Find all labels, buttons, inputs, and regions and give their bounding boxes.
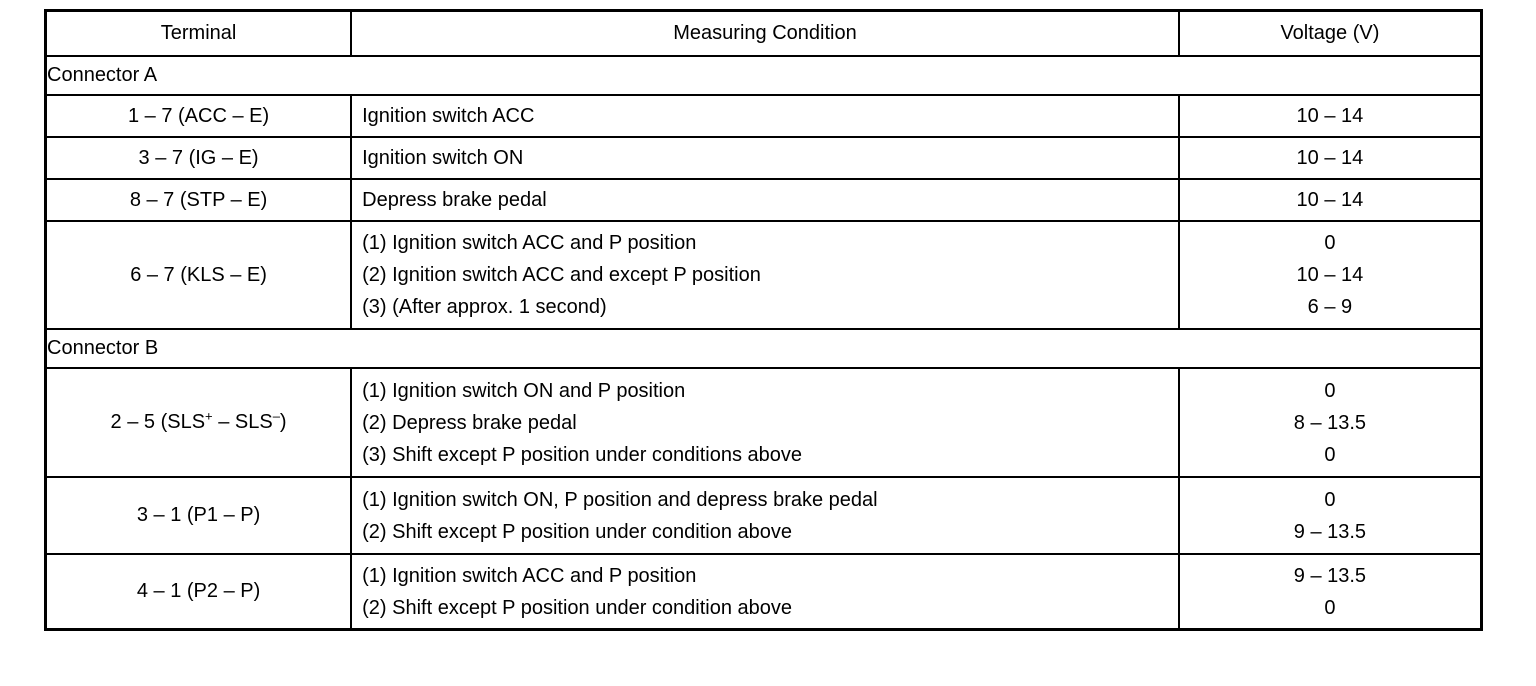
voltage-cell [1179, 368, 1482, 477]
terminal-cell: 1 – 7 (ACC – E) [46, 95, 352, 137]
condition-cell [351, 554, 1179, 630]
condition-line: (2) Ignition switch ACC and except P position [362, 264, 761, 286]
voltage-cell: 10 – 14 [1179, 95, 1482, 137]
condition-cell: Ignition switch ON [351, 137, 1179, 179]
superscript-plus: + [205, 408, 213, 424]
condition-line: (2) Shift except P position under condition above [362, 596, 793, 619]
terminal-voltage-table-container [44, 9, 1483, 631]
condition-line: (1) Ignition switch ACC and P position [362, 232, 697, 254]
voltage-line: 0 [1324, 488, 1336, 511]
condition-line: (3) (After approx. 1 second) [362, 296, 607, 318]
section-row-connector-b [46, 329, 1482, 368]
header-row [46, 11, 1482, 57]
table-row [46, 95, 1482, 137]
voltage-line: 6 – 9 [1307, 296, 1353, 318]
condition-line: (3) Shift except P position under conditions above [362, 443, 803, 466]
voltage-line: 9 – 13.5 [1293, 520, 1367, 543]
table-row [46, 137, 1482, 179]
voltage-line: 0 [1324, 443, 1336, 466]
terminal-cell: 6 – 7 (KLS – E) [46, 221, 352, 329]
voltage-cell [1179, 554, 1482, 630]
superscript-minus: – [272, 408, 280, 424]
voltage-line: 9 – 13.5 [1293, 564, 1367, 587]
terminal-cell: 3 – 7 (IG – E) [46, 137, 352, 179]
section-row-connector-a [46, 56, 1482, 95]
condition-line: (2) Depress brake pedal [362, 411, 577, 434]
table-row [46, 554, 1482, 630]
condition-line: (1) Ignition switch ON and P position [362, 379, 686, 402]
terminal-cell: 3 – 1 (P1 – P) [46, 477, 352, 554]
terminal-text: ) [279, 411, 287, 433]
condition-cell [351, 477, 1179, 554]
voltage-line: 0 [1324, 596, 1336, 619]
voltage-line: 8 – 13.5 [1293, 411, 1367, 434]
terminal-text: – SLS [212, 411, 273, 433]
voltage-cell: 10 – 14 [1179, 137, 1482, 179]
condition-line: (1) Ignition switch ACC and P position [362, 564, 697, 587]
table-row [46, 477, 1482, 554]
condition-cell: Depress brake pedal [351, 179, 1179, 221]
terminal-cell: 4 – 1 (P2 – P) [46, 554, 352, 630]
header-terminal: Terminal [46, 11, 352, 57]
terminal-cell [46, 368, 352, 477]
voltage-line: 0 [1324, 379, 1336, 402]
header-measuring-condition: Measuring Condition [351, 11, 1179, 57]
voltage-line: 10 – 14 [1296, 264, 1364, 286]
terminal-voltage-table [44, 9, 1483, 631]
condition-line: (2) Shift except P position under condition above [362, 520, 793, 543]
voltage-cell [1179, 221, 1482, 329]
voltage-line: 0 [1324, 232, 1336, 254]
voltage-cell [1179, 477, 1482, 554]
condition-cell [351, 368, 1179, 477]
terminal-text: 2 – 5 (SLS [110, 411, 206, 433]
section-label-connector-b: Connector B [46, 329, 1482, 368]
terminal-cell: 8 – 7 (STP – E) [46, 179, 352, 221]
section-label-connector-a: Connector A [46, 56, 1482, 95]
condition-cell [351, 221, 1179, 329]
condition-cell: Ignition switch ACC [351, 95, 1179, 137]
voltage-cell: 10 – 14 [1179, 179, 1482, 221]
table-row [46, 368, 1482, 477]
condition-line: (1) Ignition switch ON, P position and depress brake pedal [362, 488, 878, 511]
table-row [46, 221, 1482, 329]
header-voltage: Voltage (V) [1179, 11, 1482, 57]
table-row [46, 179, 1482, 221]
